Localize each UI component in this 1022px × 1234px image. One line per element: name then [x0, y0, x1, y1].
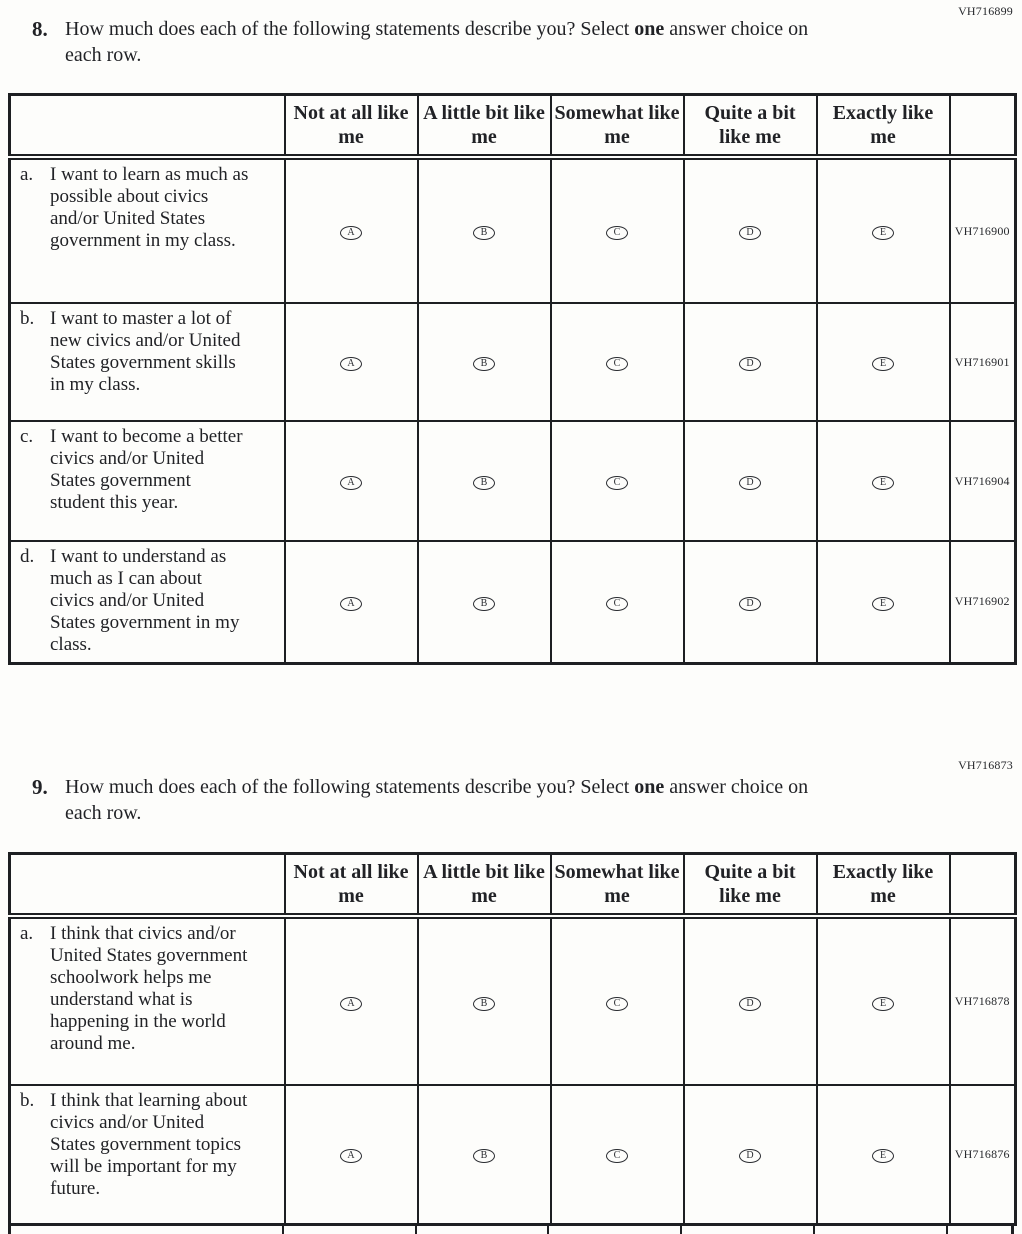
answer-bubble-d[interactable]: D	[739, 1149, 761, 1163]
stub-col	[815, 1226, 948, 1234]
question-8-prompt	[32, 16, 827, 68]
statement-cell	[10, 157, 285, 303]
column-header-somewhat: Somewhat like me	[551, 854, 684, 917]
corner-cell	[10, 854, 285, 917]
table-cutoff-stub	[8, 1226, 1014, 1234]
row-label: d.	[20, 546, 35, 567]
answer-bubble-d[interactable]: D	[739, 357, 761, 371]
prompt-lead: How much does each of the following statements describe you? Select	[65, 776, 635, 798]
header-row	[10, 854, 1016, 917]
question-text	[65, 774, 827, 826]
answer-bubble-e[interactable]: E	[872, 997, 894, 1011]
answer-bubble-b[interactable]: B	[473, 476, 495, 490]
answer-bubble-d[interactable]: D	[739, 226, 761, 240]
prompt-tail: answer choice on each row.	[65, 18, 809, 66]
row-label: c.	[20, 426, 34, 447]
stub-statement-col	[8, 1226, 284, 1234]
prompt-lead: How much does each of the following statements describe you? Select	[65, 18, 635, 40]
statement-text: I think that civics and/or United States government schoolwork helps me understand what is happening in the world around me.	[50, 923, 248, 1054]
answer-bubble-e[interactable]: E	[872, 1149, 894, 1163]
answer-bubble-c[interactable]: C	[606, 476, 628, 490]
column-header-not-at-all: Not at all like me	[285, 854, 418, 917]
answer-bubble-a[interactable]: A	[340, 1149, 362, 1163]
answer-bubble-a[interactable]: A	[340, 997, 362, 1011]
statement-text: I want to learn as much as possible about civics and/or United States government in my class.	[50, 164, 249, 251]
answer-bubble-b[interactable]: B	[473, 1149, 495, 1163]
answer-bubble-d[interactable]: D	[739, 476, 761, 490]
choice-cell	[418, 157, 551, 303]
answer-bubble-c[interactable]: C	[606, 597, 628, 611]
choice-cell	[817, 157, 950, 303]
answer-bubble-b[interactable]: B	[473, 997, 495, 1011]
answer-bubble-d[interactable]: D	[739, 597, 761, 611]
answer-bubble-d[interactable]: D	[739, 997, 761, 1011]
choice-cell	[684, 421, 817, 541]
column-header-exactly-like-me: Exactly like me	[817, 95, 950, 158]
question-text	[65, 16, 827, 68]
choice-cell	[285, 1085, 418, 1224]
column-header-a-little-bit: A little bit like me	[418, 95, 551, 158]
answer-bubble-b[interactable]: B	[473, 226, 495, 240]
answer-bubble-e[interactable]: E	[872, 476, 894, 490]
choice-cell	[418, 421, 551, 541]
column-header-somewhat: Somewhat like me	[551, 95, 684, 158]
code-column-header	[950, 854, 1016, 917]
statement-text: I want to become a better civics and/or United States government student this year.	[50, 426, 243, 513]
choice-cell	[684, 303, 817, 421]
answer-bubble-a[interactable]: A	[340, 476, 362, 490]
row-label: b.	[20, 1090, 35, 1111]
row-accession-code: VH716900	[950, 157, 1016, 303]
choice-cell	[817, 916, 950, 1085]
question-accession-code: VH716873	[958, 758, 1013, 772]
choice-cell	[551, 421, 684, 541]
answer-bubble-c[interactable]: C	[606, 997, 628, 1011]
row-label: a.	[20, 164, 34, 185]
choice-cell	[551, 541, 684, 663]
statement-text: I want to master a lot of new civics and/or United States government skills in my class.	[50, 308, 241, 395]
choice-cell	[285, 916, 418, 1085]
choice-cell	[418, 916, 551, 1085]
column-header-not-at-all: Not at all like me	[285, 95, 418, 158]
row-accession-code: VH716876	[950, 1085, 1016, 1224]
prompt-tail: answer choice on each row.	[65, 776, 809, 824]
question-9-response-table	[8, 852, 1017, 1226]
choice-cell	[684, 157, 817, 303]
choice-cell	[418, 1085, 551, 1224]
question-9-prompt	[32, 774, 827, 826]
question-number: 9.	[32, 775, 48, 799]
choice-cell	[817, 1085, 950, 1224]
choice-cell	[817, 421, 950, 541]
code-column-header	[950, 95, 1016, 158]
table-row-8d	[10, 541, 1016, 663]
statement-cell	[10, 1085, 285, 1224]
choice-cell	[418, 303, 551, 421]
table-row-9a	[10, 916, 1016, 1085]
answer-bubble-b[interactable]: B	[473, 597, 495, 611]
choice-cell	[817, 541, 950, 663]
stub-col	[549, 1226, 682, 1234]
stub-col	[682, 1226, 815, 1234]
row-label: a.	[20, 923, 34, 944]
answer-bubble-a[interactable]: A	[340, 597, 362, 611]
row-accession-code: VH716901	[950, 303, 1016, 421]
statement-cell	[10, 916, 285, 1085]
prompt-bold-word: one	[634, 18, 665, 40]
choice-cell	[684, 541, 817, 663]
stub-code-col	[948, 1226, 1014, 1234]
choice-cell	[551, 1085, 684, 1224]
answer-bubble-a[interactable]: A	[340, 226, 362, 240]
choice-cell	[418, 541, 551, 663]
question-number: 8.	[32, 17, 48, 41]
answer-bubble-e[interactable]: E	[872, 226, 894, 240]
stub-col	[417, 1226, 550, 1234]
choice-cell	[285, 303, 418, 421]
answer-bubble-a[interactable]: A	[340, 357, 362, 371]
stub-col	[284, 1226, 417, 1234]
column-header-quite-a-bit: Quite a bit like me	[684, 95, 817, 158]
choice-cell	[684, 1085, 817, 1224]
column-header-quite-a-bit: Quite a bit like me	[684, 854, 817, 917]
answer-bubble-b[interactable]: B	[473, 357, 495, 371]
row-accession-code: VH716878	[950, 916, 1016, 1085]
row-label: b.	[20, 308, 35, 329]
choice-cell	[551, 916, 684, 1085]
header-row	[10, 95, 1016, 158]
question-accession-code: VH716899	[958, 4, 1013, 18]
question-9-block	[8, 852, 1017, 1234]
statement-cell	[10, 541, 285, 663]
question-8-block	[8, 93, 1017, 665]
table-row-8b	[10, 303, 1016, 421]
table-row-8c	[10, 421, 1016, 541]
answer-bubble-e[interactable]: E	[872, 597, 894, 611]
answer-bubble-c[interactable]: C	[606, 1149, 628, 1163]
column-header-a-little-bit: A little bit like me	[418, 854, 551, 917]
prompt-bold-word: one	[634, 776, 665, 798]
row-accession-code: VH716902	[950, 541, 1016, 663]
row-accession-code: VH716904	[950, 421, 1016, 541]
statement-cell	[10, 303, 285, 421]
choice-cell	[551, 157, 684, 303]
choice-cell	[551, 303, 684, 421]
statement-cell	[10, 421, 285, 541]
statement-text: I want to understand as much as I can about civics and/or United States government in my class.	[50, 546, 240, 655]
statement-text: I think that learning about civics and/or United States government topics will be important for my future.	[50, 1090, 248, 1199]
choice-cell	[817, 303, 950, 421]
choice-cell	[285, 541, 418, 663]
answer-bubble-c[interactable]: C	[606, 226, 628, 240]
choice-cell	[684, 916, 817, 1085]
choice-cell	[285, 421, 418, 541]
column-header-exactly-like-me: Exactly like me	[817, 854, 950, 917]
question-8-response-table	[8, 93, 1017, 665]
answer-bubble-e[interactable]: E	[872, 357, 894, 371]
table-row-8a	[10, 157, 1016, 303]
choice-cell	[285, 157, 418, 303]
corner-cell	[10, 95, 285, 158]
answer-bubble-c[interactable]: C	[606, 357, 628, 371]
table-row-9b	[10, 1085, 1016, 1224]
